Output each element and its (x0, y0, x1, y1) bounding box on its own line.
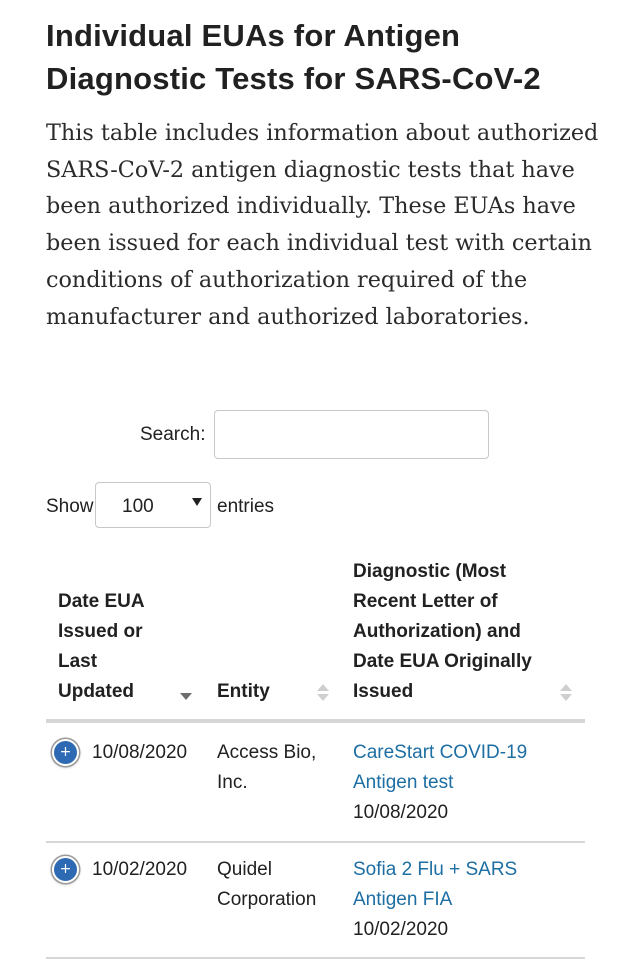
row-divider (46, 841, 585, 843)
entries-select-value: 100 (122, 496, 154, 517)
row-date: 10/02/2020 (92, 859, 188, 880)
diagnostic-link[interactable]: Sofia 2 Flu + SARS Antigen FIA (353, 859, 518, 910)
table-header-divider (46, 719, 585, 723)
row-date: 10/08/2020 (92, 742, 188, 763)
page-title: Individual EUAs for Antigen Diagnostic Tests for SARS-CoV-2 (46, 18, 541, 96)
search-input[interactable] (214, 410, 489, 459)
sort-unsorted-icon[interactable] (317, 684, 329, 702)
column-header-diagnostic[interactable]: Diagnostic (Most Recent Letter of Authorization) and Date EUA Originally Issued (353, 561, 532, 702)
column-header-date[interactable]: Date EUA Issued or Last Updated (58, 591, 144, 702)
sort-descending-icon[interactable] (180, 693, 192, 700)
row-original-date: 10/08/2020 (353, 802, 449, 823)
sort-unsorted-icon[interactable] (560, 684, 572, 702)
column-header-entity[interactable]: Entity (217, 681, 270, 702)
show-label: Show (46, 496, 94, 517)
search-label: Search: (140, 424, 206, 445)
expand-row-button[interactable]: + (52, 856, 79, 883)
row-original-date: 10/02/2020 (353, 919, 449, 940)
diagnostic-link[interactable]: CareStart COVID-19 Antigen test (353, 742, 528, 793)
intro-paragraph: This table includes information about authorized SARS-CoV-2 antigen diagnostic tests that have been authorized individually. These EUAs have been issued for each individual test with certain conditions of authorization required of the manufacturer and authorized laboratories. (46, 120, 599, 330)
row-entity: Access Bio, Inc. (217, 742, 317, 793)
row-entity: Quidel Corporation (217, 859, 317, 910)
entries-select[interactable] (95, 482, 211, 528)
expand-row-button[interactable]: + (52, 739, 79, 766)
entries-label: entries (217, 496, 275, 517)
chevron-down-icon (192, 498, 202, 506)
row-divider (46, 957, 585, 959)
